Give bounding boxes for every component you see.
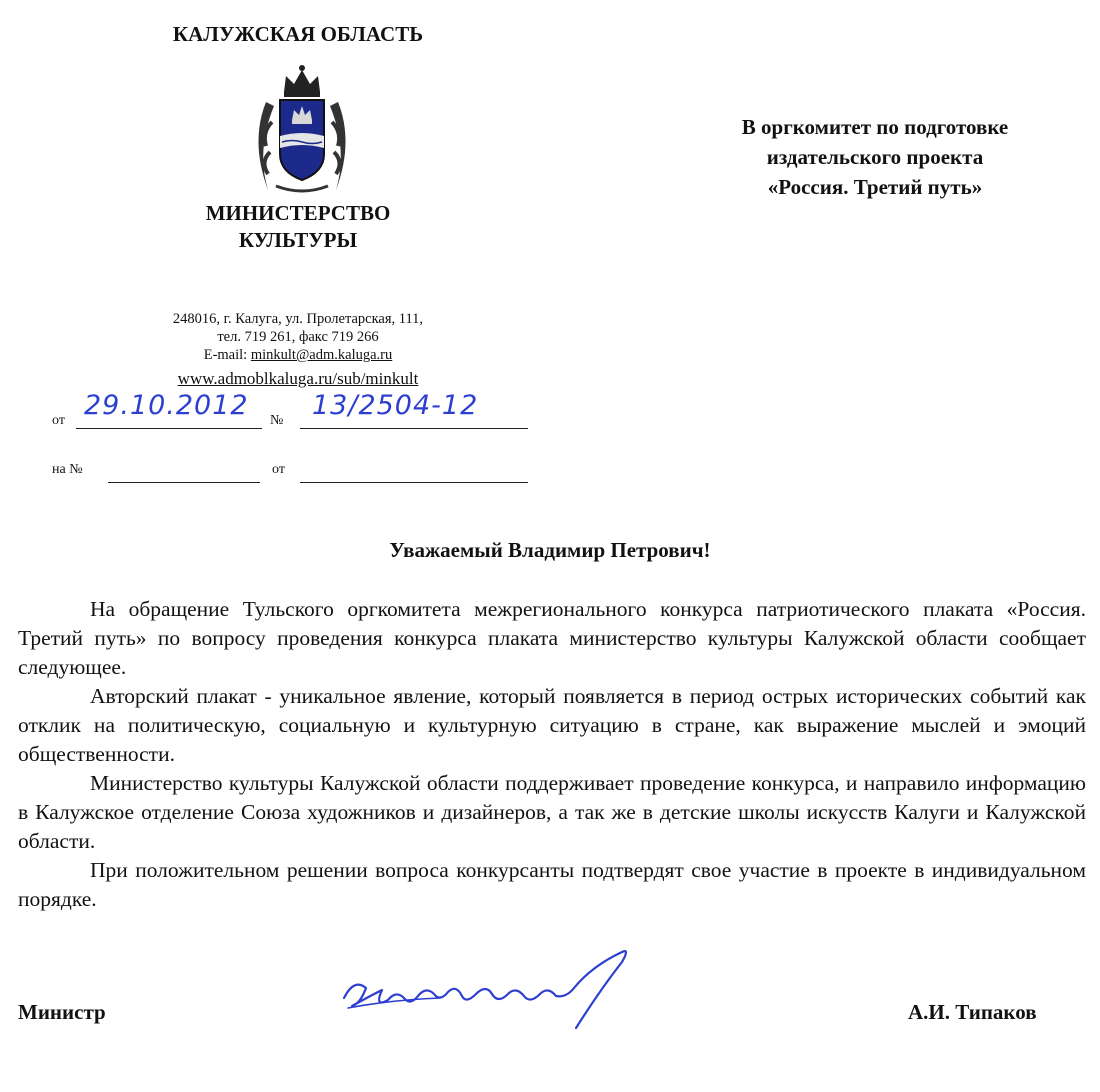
- body-paragraph-3: Министерство культуры Калужской области поддерживает проведение конкурса, и направило информацию в Калужское отделение Союза художников и дизайнеров, а так же в детские школы искусств Калуги и Калужской области.: [18, 771, 1086, 853]
- handwritten-signature: [330, 938, 660, 1038]
- ministry-title-line1: МИНИСТЕРСТВО: [205, 201, 391, 225]
- date-line: [76, 428, 262, 429]
- signer-name: А.И. Типаков: [908, 1000, 1037, 1024]
- email-link[interactable]: minkult@adm.kaluga.ru: [250, 347, 393, 363]
- letter-body: [18, 595, 1086, 914]
- addressee-line3: «Россия. Третий путь»: [767, 175, 983, 199]
- handwritten-number: 13/2504-12: [312, 390, 479, 421]
- date-label: от: [52, 413, 65, 428]
- salutation: Уважаемый Владимир Петрович!: [389, 538, 711, 562]
- addressee-block: [640, 112, 1100, 202]
- body-paragraph-1: На обращение Тульского оргкомитета межрегионального конкурса патриотического плаката «Россия. Третий путь» по вопросу проведения конкурса плаката министерство культуры Калужской области сообщает следующее.: [18, 597, 1086, 679]
- ministry-contacts: [0, 310, 596, 364]
- reply-date-label: от: [272, 462, 285, 477]
- reply-number-line: [108, 482, 260, 483]
- body-paragraph-2: Авторский плакат - уникальное явление, который появляется в период острых исторических событий как отклик на политическую, социальную и культурную ситуацию в стране, как выражение мыслей и эмоций общественности.: [18, 684, 1086, 766]
- signer-role: Министр: [18, 1000, 106, 1024]
- reply-number-label: на №: [52, 462, 83, 477]
- website-link[interactable]: www.admoblkaluga.ru/sub/minkult: [177, 369, 419, 388]
- number-line: [300, 428, 528, 429]
- ministry-title-line2: КУЛЬТУРЫ: [238, 228, 358, 252]
- email-line: [0, 346, 596, 364]
- addressee-line1: В оргкомитет по подготовке: [741, 115, 1009, 139]
- reply-date-line: [300, 482, 528, 483]
- postal-address: 248016, г. Калуга, ул. Пролетарская, 111,: [172, 311, 424, 327]
- addressee-line2: издательского проекта: [766, 145, 984, 169]
- number-label: №: [270, 413, 284, 428]
- coat-of-arms-icon: [246, 62, 358, 200]
- region-title: КАЛУЖСКАЯ ОБЛАСТЬ: [172, 22, 424, 46]
- body-paragraph-4: При положительном решении вопроса конкурсанты подтвердят свое участие в проекте в индивидуальном порядке.: [18, 858, 1086, 911]
- phone-fax: тел. 719 261, факс 719 266: [217, 329, 379, 345]
- handwritten-date: 29.10.2012: [84, 390, 249, 421]
- email-label: E-mail:: [203, 347, 248, 363]
- ministry-title: [0, 200, 596, 254]
